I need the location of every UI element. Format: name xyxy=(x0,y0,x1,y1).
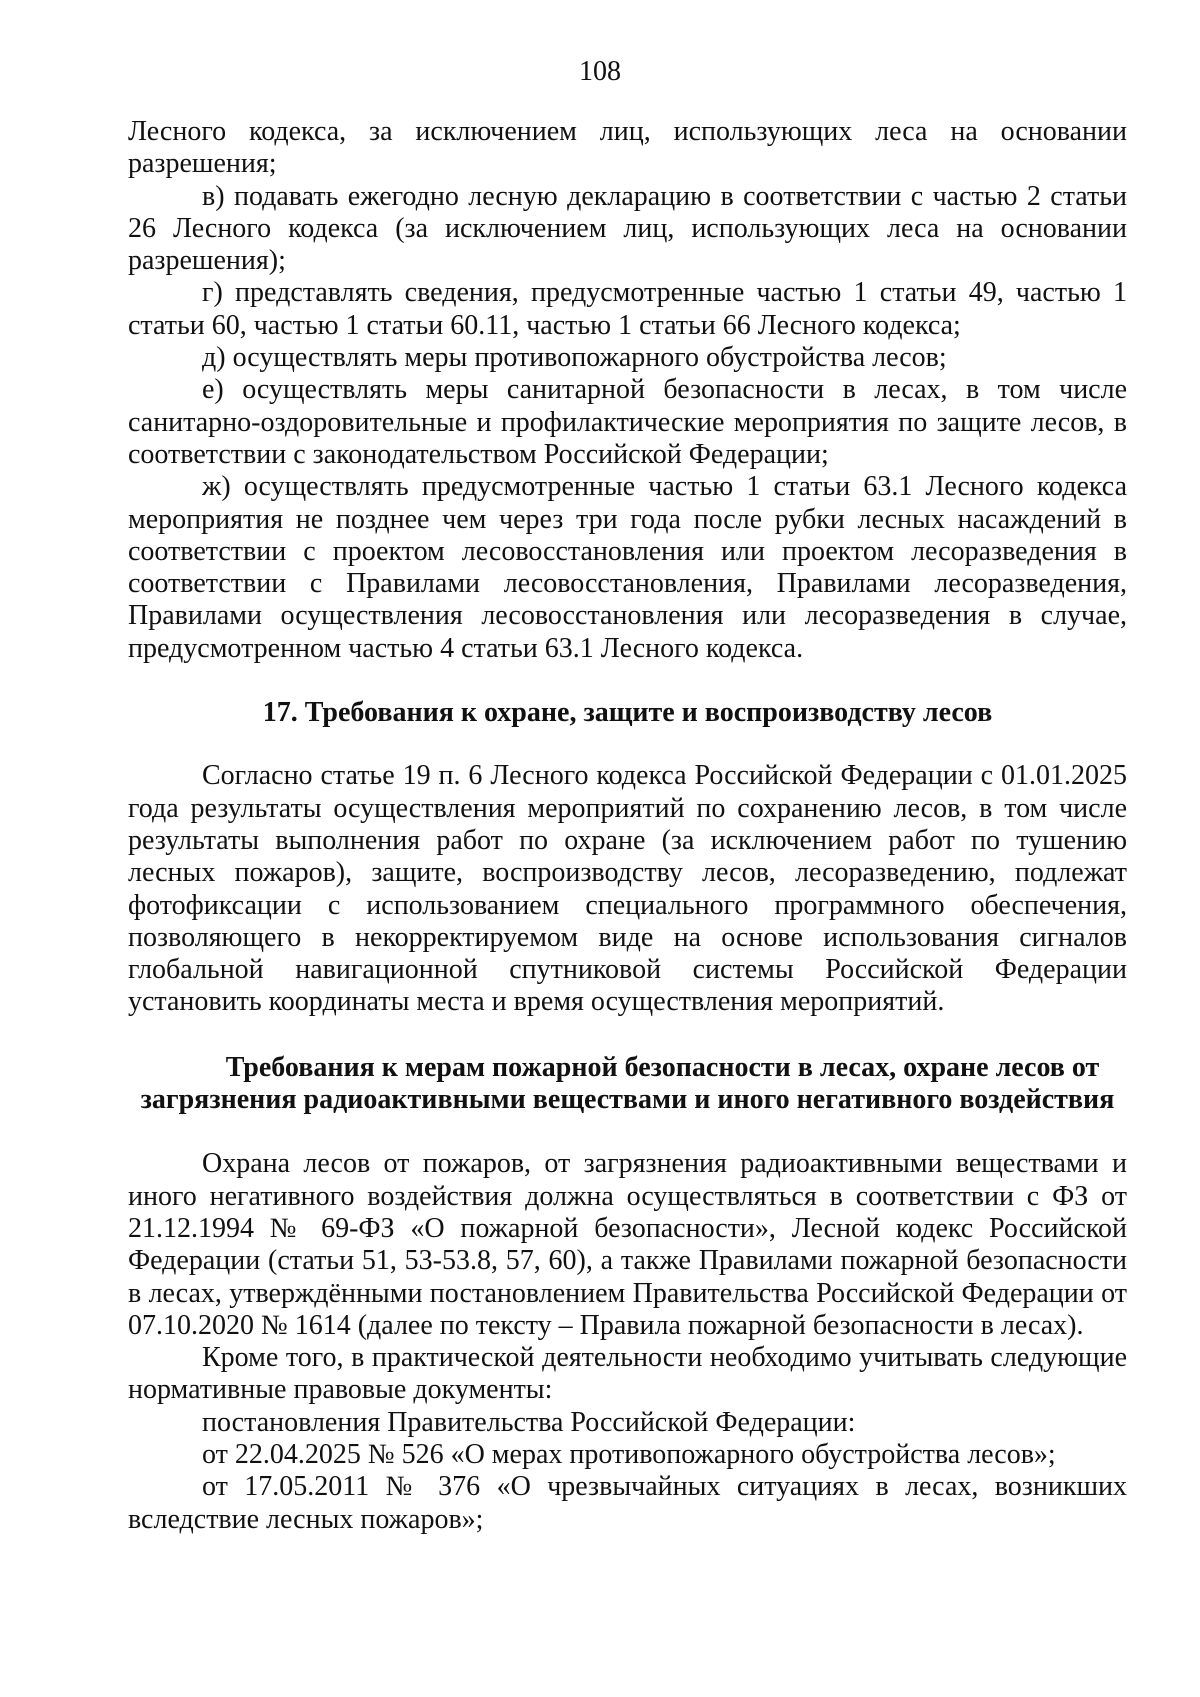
list-item-d: д) осуществлять меры противопожарного обустройства лесов; xyxy=(202,342,947,374)
page-number: 108 xyxy=(579,56,621,87)
fire-safety-paragraph: Охрана лесов от пожаров, от загрязнения радиоактивными веществами и иного негативного воздействия должна осуществляться в соответствии с ФЗ от 21.12.1994 № 69-ФЗ «О пожарной безопасности», Лесной кодекс Российской Федерации (статьи 51, 53-53.8, 57, 60), а также Правилами пожарной безопасности в лесах, утверждёнными постановлением Правительства Российской Федерации от 07.10.2020 № 1614 (далее по тексту – Правила пожарной безопасности в лесах). xyxy=(128,1148,1127,1341)
fire-safety-heading-line-1: Требования к мерам пожарной безопасности в лесах, охране лесов от xyxy=(225,1051,1100,1083)
government-decrees-label: постановления Правительства Российской Федерации: xyxy=(202,1406,856,1438)
section-17-paragraph: Согласно статье 19 п. 6 Лесного кодекса Российской Федерации с 01.01.2025 года результаты осуществления мероприятий по сохранению лесов, в том числе результаты выполнения работ по охране (за исключением работ по тушению лесных пожаров), защите, воспроизводству лесов, лесоразведению, подлежат фотофиксации с использованием специального программного обеспечения, позволяющего в некорректируемом виде на основе использования сигналов глобальной навигационной спутниковой системы Российской Федерации установить координаты места и время осуществления мероприятий. xyxy=(128,760,1127,1018)
regulatory-docs-intro: Кроме того, в практической деятельности необходимо учитывать следующие нормативные правовые документы: xyxy=(128,1342,1127,1406)
list-item-zh: ж) осуществлять предусмотренные частью 1 статьи 63.1 Лесного кодекса мероприятия не позднее чем через три года после рубки лесных насаждений в соответствии с проектом лесовосстановления или проектом лесоразведения в соответствии с Правилами лесовосстановления, Правилами лесоразведения, Правилами осуществления лесовосстановления или лесоразведения в случае, предусмотренном частью 4 статьи 63.1 Лесного кодекса. xyxy=(128,471,1127,664)
document-body xyxy=(128,116,1127,1536)
section-17-heading: 17. Требования к охране, защите и воспроизводству лесов xyxy=(262,697,993,729)
list-item-g: г) представлять сведения, предусмотренные частью 1 статьи 49, частью 1 статьи 60, частью 1 статьи 60.11, частью 1 статьи 66 Лесного кодекса; xyxy=(128,277,1127,341)
decree-376: от 17.05.2011 № 376 «О чрезвычайных ситуациях в лесах, возникших вследствие лесных пожаров»; xyxy=(128,1471,1127,1535)
list-item-v: в) подавать ежегодно лесную декларацию в соответствии с частью 2 статьи 26 Лесного кодекса (за исключением лиц, использующих леса на основании разрешения); xyxy=(128,180,1127,277)
paragraph-continuation: Лесного кодекса, за исключением лиц, использующих леса на основании разрешения; xyxy=(128,116,1127,180)
fire-safety-heading xyxy=(128,1052,1127,1117)
decree-526: от 22.04.2025 № 526 «О мерах противопожарного обустройства лесов»; xyxy=(202,1438,1056,1470)
fire-safety-heading-line-2: загрязнения радиоактивными веществами и иного негативного воздействия xyxy=(140,1084,1115,1116)
list-item-e: е) осуществлять меры санитарной безопасности в лесах, в том числе санитарно-оздоровительные и профилактические мероприятия по защите лесов, в соответствии с законодательством Российской Федерации; xyxy=(128,374,1127,470)
